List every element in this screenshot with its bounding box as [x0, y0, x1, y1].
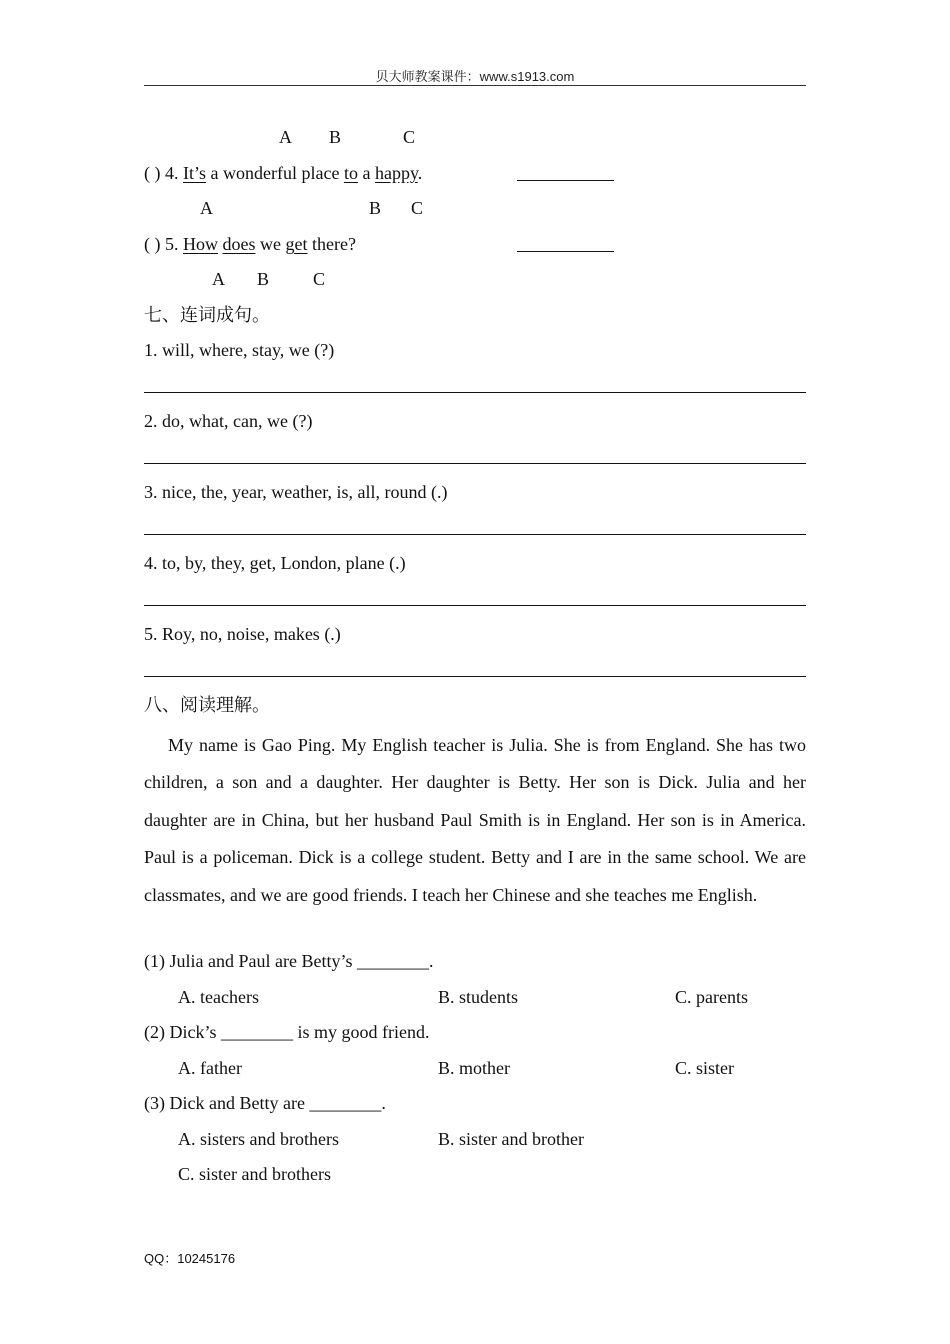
error-question-4: ( ) 4. It’s a wonderful place to a happy. — [144, 163, 423, 183]
sentence-item-3: 3. nice, the, year, weather, is, all, round (.) — [144, 482, 448, 502]
underlined-word-b: to — [343, 163, 358, 183]
option-a[interactable]: A. sisters and brothers — [178, 1129, 339, 1149]
answer-blank-4[interactable] — [517, 180, 614, 181]
underlined-word-c: get — [285, 234, 308, 254]
answer-line-2[interactable] — [144, 463, 806, 464]
sentence-item-1: 1. will, where, stay, we (?) — [144, 340, 335, 360]
answer-line-3[interactable] — [144, 534, 806, 535]
option-c[interactable]: C. parents — [675, 987, 748, 1007]
option-letter-a: A — [212, 269, 225, 289]
option-letter-b: B — [257, 269, 270, 289]
underlined-word-c: happy — [374, 163, 418, 183]
answer-line-1[interactable] — [144, 392, 806, 393]
option-b[interactable]: B. sister and brother — [438, 1129, 584, 1149]
underlined-word-a: How — [183, 234, 218, 254]
option-c[interactable]: C. sister — [675, 1058, 735, 1078]
section-title: 七、连词成句。 — [144, 305, 270, 325]
option-letter-c: C — [403, 127, 416, 147]
option-letter-b: B — [329, 127, 342, 147]
option-b[interactable]: B. mother — [438, 1058, 510, 1078]
reading-question-2: (2) Dick’s ________ is my good friend. — [144, 1022, 430, 1042]
sentence-item-5: 5. Roy, no, noise, makes (.) — [144, 624, 341, 644]
underlined-word-b: does — [222, 234, 256, 254]
reading-passage: My name is Gao Ping. My English teacher is Julia. She is from England. She has two children, a son and a daughter. Her daughter is Betty. Her son is Dick. Julia and her daughter are in China, but her husband Paul Smith is in England. Her son is in America. Paul is a policeman. Dick is a college student. Betty and I are in the same school. We are classmates, and we are good friends. I teach her Chinese and she teaches me English. — [144, 735, 806, 905]
option-b[interactable]: B. students — [438, 987, 519, 1007]
page-footer: QQ：10245176 — [144, 1251, 236, 1266]
answer-line-4[interactable] — [144, 605, 806, 606]
sentence-item-2: 2. do, what, can, we (?) — [144, 411, 313, 431]
section-title: 八、阅读理解。 — [144, 695, 270, 715]
reading-question-3: (3) Dick and Betty are ________. — [144, 1093, 386, 1113]
error-question-5: ( ) 5. How does we get there? — [144, 234, 356, 254]
option-letter-c: C — [411, 198, 424, 218]
option-a[interactable]: A. father — [178, 1058, 242, 1078]
option-letter-b: B — [369, 198, 382, 218]
option-a[interactable]: A. teachers — [178, 987, 259, 1007]
header-rule — [144, 85, 806, 86]
option-letter-a: A — [200, 198, 213, 218]
option-c[interactable]: C. sister and brothers — [178, 1164, 331, 1184]
option-letter-a: A — [279, 127, 292, 147]
sentence-item-4: 4. to, by, they, get, London, plane (.) — [144, 553, 406, 573]
option-letter-c: C — [313, 269, 326, 289]
answer-line-5[interactable] — [144, 676, 806, 677]
page-header: 贝大师教案课件：www.s1913.com — [375, 69, 575, 84]
answer-blank-5[interactable] — [517, 251, 614, 252]
reading-question-1: (1) Julia and Paul are Betty’s ________. — [144, 951, 434, 971]
underlined-word-a: It’s — [183, 163, 207, 183]
